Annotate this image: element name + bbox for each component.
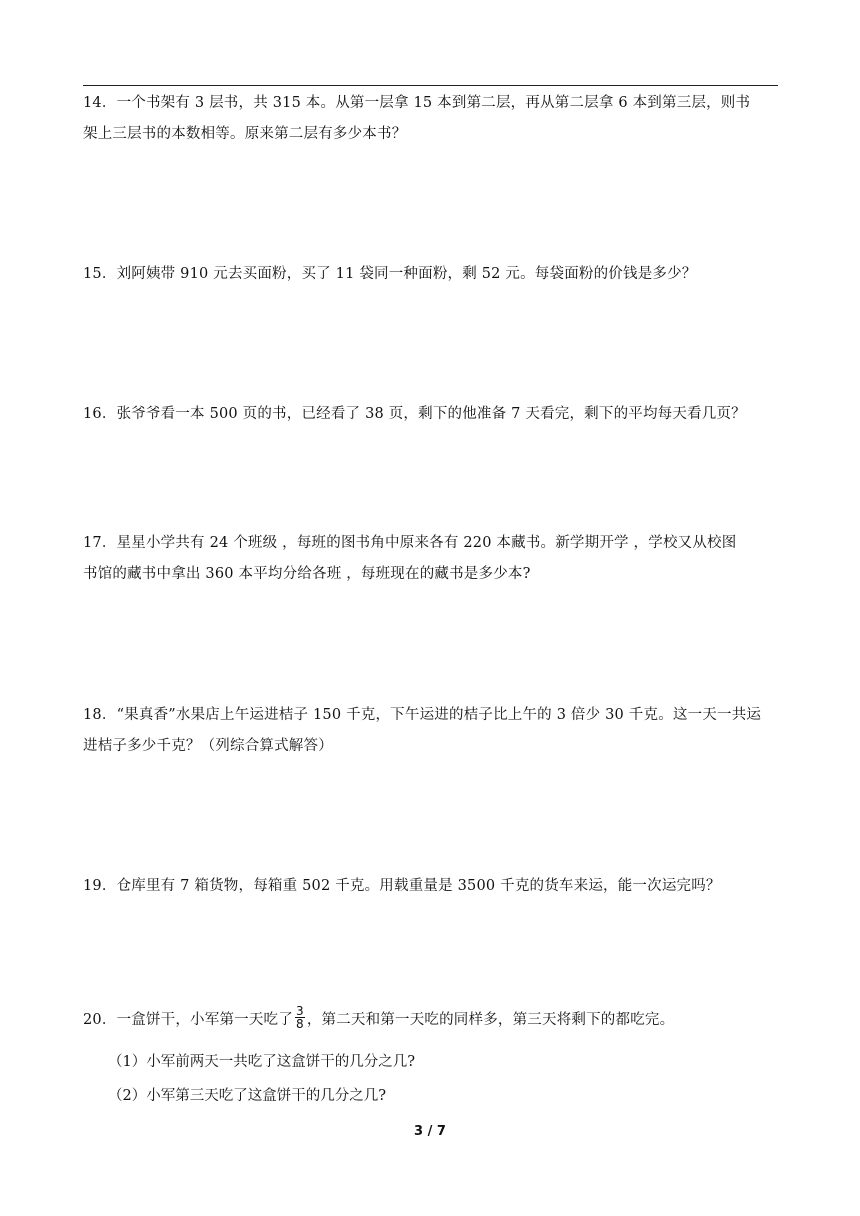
- question-17: [83, 528, 778, 590]
- question-number: 18．: [83, 707, 117, 723]
- question-number: 15．: [83, 266, 117, 282]
- page-indicator: 3 / 7: [414, 1124, 446, 1139]
- question-15: [83, 259, 778, 290]
- question-text: 架上三层书的本数相等。原来第二层有多少本书？: [83, 126, 407, 142]
- question-number: 20．: [83, 1012, 117, 1028]
- question-19: [83, 871, 778, 902]
- fraction: [295, 1005, 305, 1030]
- question-number: 19．: [83, 878, 117, 894]
- question-text: 仓库里有 7 箱货物，每箱重 502 千克。用载重量是 3500 千克的货车来运，能一次运完吗？: [116, 878, 721, 894]
- question-text: 刘阿姨带 910 元去买面粉，买了 11 袋同一种面粉，剩 52 元。每袋面粉的价钱是多少？: [116, 266, 697, 282]
- question-18: [83, 700, 778, 762]
- question-number: 17．: [83, 535, 117, 551]
- question-text: 张爷爷看一本 500 页的书，已经看了 38 页，剩下的他准备 7 天看完，剩下的平均每天看几页？: [116, 406, 746, 422]
- question-text: 一个书架有 3 层书，共 315 本。从第一层拿 15 本到第二层，再从第二层拿 6 本到第三层，则书: [116, 95, 751, 111]
- fraction-numerator: 3: [295, 1003, 304, 1018]
- question-text: “果真香”水果店上午运进桔子 150 千克，下午运进的桔子比上午的 3 倍少 30 千克。这一天一共运: [116, 707, 762, 723]
- question-14: [83, 88, 778, 150]
- question-text: 进桔子多少千克？（列综合算式解答）: [83, 738, 333, 754]
- question-text: ，第二天和第一天吃的同样多，第三天将剩下的都吃完。: [306, 1012, 675, 1028]
- header-rule: [83, 85, 778, 86]
- question-number: 14．: [83, 95, 117, 111]
- question-20-sub-2: （2）小军第三天吃了这盒饼干的几分之几?: [108, 1088, 386, 1104]
- question-20: [83, 1005, 778, 1036]
- question-text: 书馆的藏书中拿出 360 本平均分给各班 ，每班现在的藏书是多少本?: [83, 566, 531, 582]
- question-20-sub-1: （1）小军前两天一共吃了这盒饼干的几分之几?: [108, 1054, 415, 1070]
- question-16: [83, 399, 778, 430]
- question-text: 一盒饼干，小军第一天吃了: [116, 1012, 293, 1028]
- question-number: 16．: [83, 406, 117, 422]
- question-text: 星星小学共有 24 个班级 ，每班的图书角中原来各有 220 本藏书。新学期开学 ，学校又从校图: [116, 535, 737, 551]
- fraction-denominator: 8: [295, 1016, 304, 1031]
